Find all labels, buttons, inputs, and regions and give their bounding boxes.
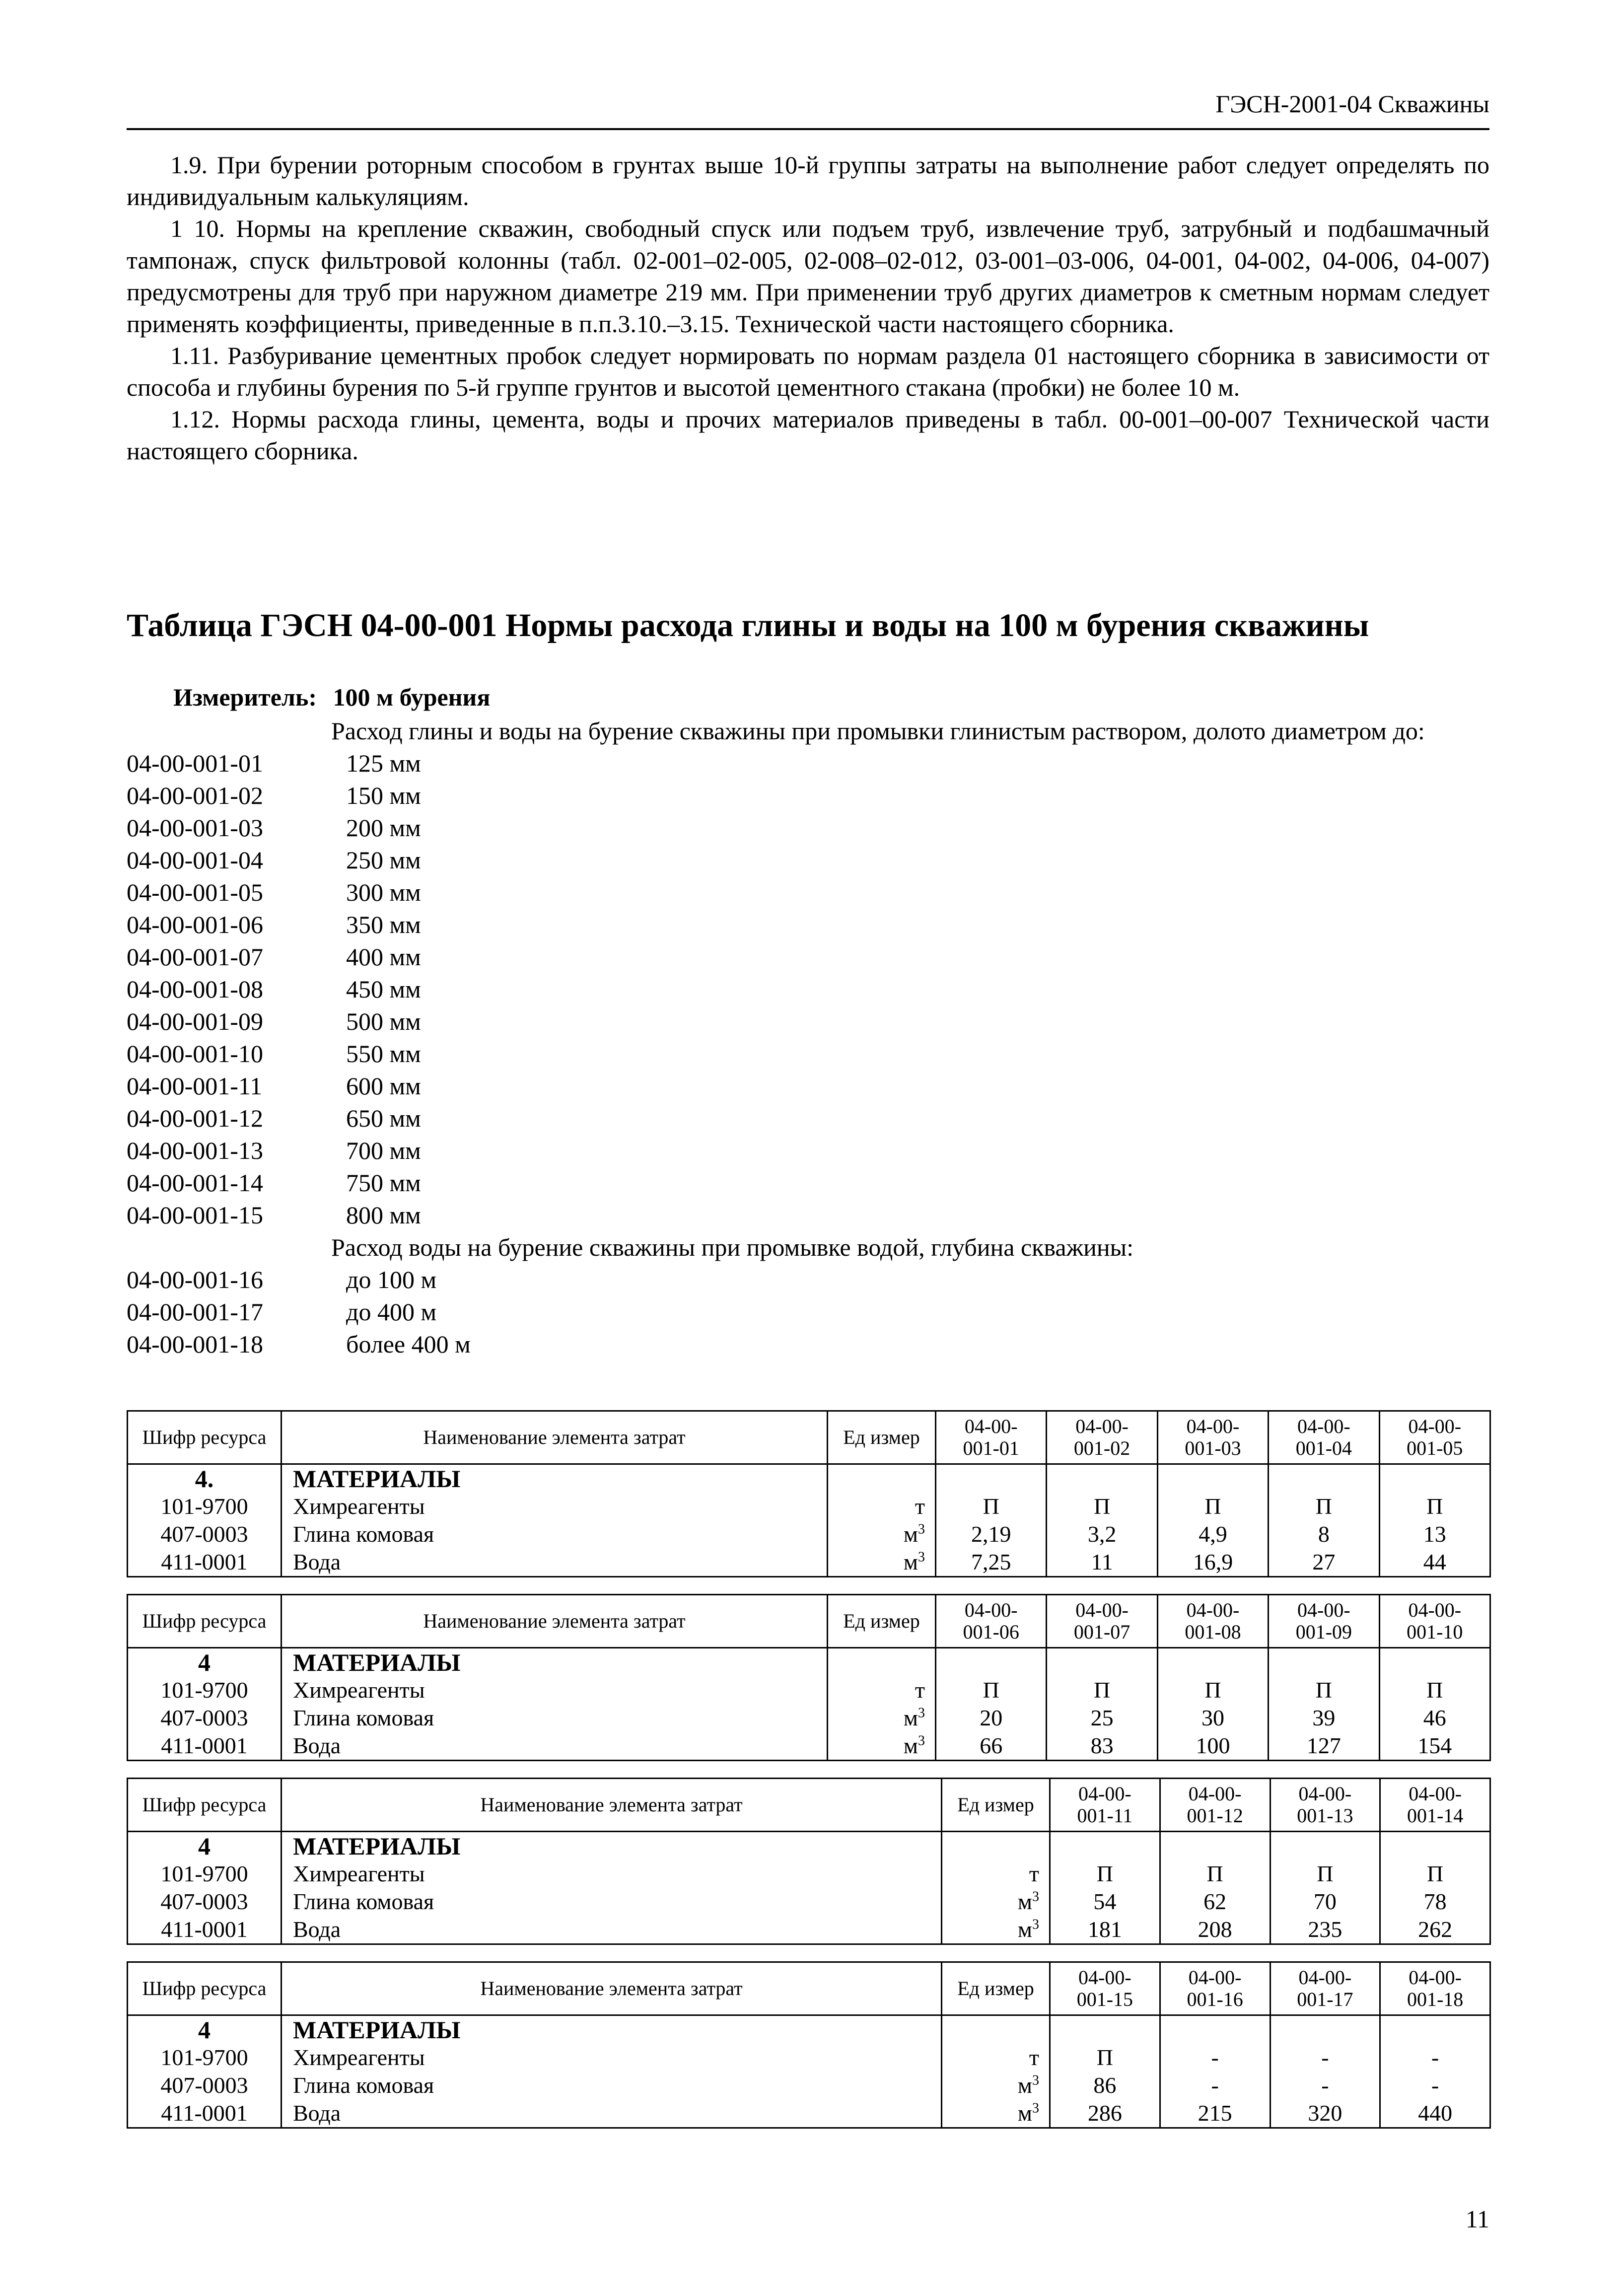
water-header: Расход воды на бурение скважины при промывке водой, глубина скважины: — [331, 1233, 1134, 1261]
norm-description: 300 мм — [346, 878, 421, 906]
empty-cell — [1270, 2015, 1380, 2044]
list-item — [127, 1296, 1489, 1328]
norm-value: - — [1160, 2044, 1270, 2072]
running-header: ГЭСН-2001-04 Скважины — [1215, 90, 1489, 118]
norm-value: 44 — [1379, 1548, 1490, 1577]
norm-value: - — [1380, 2072, 1490, 2099]
header-norm-code: 04-00- 001-14 — [1380, 1779, 1490, 1832]
norm-value: 11 — [1047, 1548, 1157, 1577]
table-row — [128, 1860, 1490, 1888]
resource-unit — [942, 2072, 1050, 2099]
norm-code: 04-00-001-17 — [127, 1298, 263, 1326]
unit-text: т — [915, 1677, 925, 1703]
water-rows — [127, 1264, 1489, 1360]
group-code: 4 — [128, 2015, 282, 2044]
table-row — [128, 1548, 1490, 1577]
unit-text: т — [1029, 2045, 1039, 2070]
header-norm-code: 04-00- 001-16 — [1160, 1962, 1270, 2015]
norm-value: П — [1047, 1493, 1157, 1520]
resource-unit — [828, 1520, 936, 1548]
unit-text: м — [1017, 2073, 1032, 2098]
norm-value: П — [1379, 1493, 1490, 1520]
norm-value: 70 — [1270, 1888, 1380, 1916]
norm-value: - — [1380, 2044, 1490, 2072]
norm-description: 350 мм — [346, 911, 421, 938]
norm-value: 86 — [1050, 2072, 1160, 2099]
norm-value: 440 — [1380, 2099, 1490, 2128]
resource-unit — [942, 2099, 1050, 2128]
header-cipher: Шифр ресурса — [128, 1962, 282, 2015]
unit-text: м — [1017, 2100, 1032, 2126]
unit-text: м — [903, 1521, 918, 1547]
list-item — [127, 1199, 1489, 1231]
resource-code: 411-0001 — [128, 2099, 282, 2128]
norm-description: 250 мм — [346, 846, 421, 874]
paragraph-1-10: 1 10. Нормы на крепление скважин, свободный спуск или подъем труб, извлечение труб, затрубный и подбашмачный тампонаж, спуск фильтровой колонны (табл. 02-001–02-005, 02-008–02-012, 03-001–03-006, 04-001, 04-002, 04-006, 04-007) предусмотрены для труб при наружном диаметре 219 мм. При применении труб других диаметров к сметным нормам следует применять коэффициенты, приведенные в п.п.3.10.–3.15. Технической части настоящего сборника. — [127, 214, 1489, 338]
empty-cell — [1269, 1464, 1379, 1493]
resource-name: Глина комовая — [282, 1888, 942, 1916]
unit-exponent: 3 — [1032, 1917, 1039, 1932]
resource-code: 411-0001 — [128, 1548, 282, 1577]
norm-code: 04-00-001-08 — [127, 975, 263, 1003]
norm-value: 100 — [1157, 1732, 1268, 1761]
empty-cell — [1157, 1464, 1268, 1493]
norm-value: П — [1157, 1676, 1268, 1704]
unit-exponent: 3 — [918, 1549, 925, 1565]
resource-name: Глина комовая — [282, 2072, 942, 2099]
group-code: 4 — [128, 1648, 282, 1677]
norm-value: П — [1379, 1676, 1490, 1704]
resource-unit — [942, 1860, 1050, 1888]
header-unit: Ед измер — [828, 1595, 936, 1648]
norm-value: 54 — [1050, 1888, 1160, 1916]
table-row — [128, 1493, 1490, 1520]
norm-value: - — [1160, 2072, 1270, 2099]
table-header-row — [128, 1411, 1490, 1464]
header-norm-code: 04-00- 001-17 — [1270, 1962, 1380, 2015]
empty-cell — [1380, 1832, 1490, 1860]
group-code: 4 — [128, 1832, 282, 1860]
empty-cell — [936, 1464, 1047, 1493]
resource-unit — [942, 2044, 1050, 2072]
header-cipher: Шифр ресурса — [128, 1595, 282, 1648]
resource-code: 407-0003 — [128, 1704, 282, 1732]
table-row — [128, 2099, 1490, 2128]
empty-cell — [942, 1832, 1050, 1860]
list-item — [127, 747, 1489, 780]
norm-table — [127, 1961, 1491, 2129]
list-item — [127, 1102, 1489, 1135]
norm-value: П — [1160, 1860, 1270, 1888]
table-row — [128, 1648, 1490, 1677]
norm-code: 04-00-001-16 — [127, 1266, 263, 1293]
norm-description: до 100 м — [346, 1266, 437, 1293]
norm-value: 181 — [1050, 1916, 1160, 1944]
table-header-row — [128, 1962, 1490, 2015]
table-row — [128, 1676, 1490, 1704]
header-norm-code: 04-00- 001-18 — [1380, 1962, 1490, 2015]
norm-code: 04-00-001-12 — [127, 1104, 263, 1132]
list-item — [127, 1038, 1489, 1070]
resource-code: 101-9700 — [128, 1860, 282, 1888]
resource-code: 411-0001 — [128, 1916, 282, 1944]
table-title: Таблица ГЭСН 04-00-001 Нормы расхода глины и воды на 100 м бурения скважины — [127, 607, 1369, 644]
meter-value: 100 м бурения — [333, 683, 491, 711]
norm-code: 04-00-001-18 — [127, 1330, 263, 1358]
norm-description: 125 мм — [346, 749, 421, 777]
table-row — [128, 1832, 1490, 1860]
header-norm-code: 04-00- 001-01 — [936, 1411, 1047, 1464]
table-row — [128, 1732, 1490, 1761]
norm-description: 200 мм — [346, 814, 421, 842]
resource-unit — [828, 1548, 936, 1577]
unit-text: м — [1017, 1917, 1032, 1942]
unit-exponent: 3 — [918, 1705, 925, 1721]
group-label: МАТЕРИАЛЫ — [282, 1832, 942, 1860]
norm-code: 04-00-001-06 — [127, 911, 263, 938]
resource-name: Вода — [282, 2099, 942, 2128]
empty-cell — [1379, 1648, 1490, 1677]
resource-name: Глина комовая — [282, 1704, 828, 1732]
norm-description: 600 мм — [346, 1072, 421, 1100]
table-row — [128, 2044, 1490, 2072]
norm-value: 25 — [1047, 1704, 1157, 1732]
empty-cell — [1047, 1464, 1157, 1493]
norm-value: 127 — [1269, 1732, 1379, 1761]
norm-value: 30 — [1157, 1704, 1268, 1732]
unit-text: т — [1029, 1861, 1039, 1886]
intro-text — [127, 149, 1489, 467]
list-item — [127, 1264, 1489, 1296]
header-norm-code: 04-00- 001-13 — [1270, 1779, 1380, 1832]
norm-value: 4,9 — [1157, 1520, 1268, 1548]
meter-label: Измеритель: — [173, 683, 317, 711]
header-unit: Ед измер — [828, 1411, 936, 1464]
norm-description: 800 мм — [346, 1201, 421, 1229]
header-norm-code: 04-00- 001-07 — [1047, 1595, 1157, 1648]
norm-description: 750 мм — [346, 1169, 421, 1197]
table-row — [128, 1704, 1490, 1732]
norm-value: 39 — [1269, 1704, 1379, 1732]
page-number: 11 — [1465, 2205, 1489, 2233]
resource-name: Вода — [282, 1732, 828, 1761]
empty-cell — [828, 1464, 936, 1493]
norm-value: 262 — [1380, 1916, 1490, 1944]
table-header-row — [128, 1779, 1490, 1832]
resource-code: 411-0001 — [128, 1732, 282, 1761]
list-item — [127, 1167, 1489, 1199]
list-item — [127, 909, 1489, 941]
header-cipher: Шифр ресурса — [128, 1411, 282, 1464]
resource-code: 407-0003 — [128, 1888, 282, 1916]
resource-unit — [828, 1704, 936, 1732]
resource-name: Вода — [282, 1548, 828, 1577]
resource-name: Химреагенты — [282, 2044, 942, 2072]
resource-name: Химреагенты — [282, 1860, 942, 1888]
header-norm-code: 04-00- 001-04 — [1269, 1411, 1379, 1464]
norm-value: - — [1270, 2072, 1380, 2099]
list-item — [127, 876, 1489, 909]
norm-value: П — [1047, 1676, 1157, 1704]
header-rule — [127, 128, 1489, 130]
norm-value: П — [1270, 1860, 1380, 1888]
unit-text: м — [1017, 1889, 1032, 1914]
norm-code: 04-00-001-07 — [127, 943, 263, 971]
norm-value: П — [1050, 1860, 1160, 1888]
unit-exponent: 3 — [1032, 1889, 1039, 1905]
header-unit: Ед измер — [942, 1962, 1050, 2015]
empty-cell — [1160, 1832, 1270, 1860]
resource-code: 407-0003 — [128, 2072, 282, 2099]
unit-text: т — [915, 1494, 925, 1519]
empty-cell — [1160, 2015, 1270, 2044]
norm-value: П — [936, 1493, 1047, 1520]
empty-cell — [1050, 2015, 1160, 2044]
resource-unit — [942, 1916, 1050, 1944]
norm-code: 04-00-001-14 — [127, 1169, 263, 1197]
table-row — [128, 1888, 1490, 1916]
header-name: Наименование элемента затрат — [282, 1411, 828, 1464]
empty-cell — [1269, 1648, 1379, 1677]
norm-description: 650 мм — [346, 1104, 421, 1132]
unit-text: м — [903, 1549, 918, 1574]
list-item — [127, 1005, 1489, 1038]
header-norm-code: 04-00- 001-15 — [1050, 1962, 1160, 2015]
norm-value: 16,9 — [1157, 1548, 1268, 1577]
table-row — [128, 2072, 1490, 2099]
header-norm-code: 04-00- 001-02 — [1047, 1411, 1157, 1464]
paragraph-1-9: 1.9. При бурении роторным способом в грунтах выше 10-й группы затраты на выполнение работ следует определять по индивидуальным калькуляциям. — [127, 151, 1489, 211]
resource-unit — [942, 1888, 1050, 1916]
unit-exponent: 3 — [918, 1521, 925, 1537]
list-item — [127, 780, 1489, 812]
norm-code: 04-00-001-15 — [127, 1201, 263, 1229]
norm-table — [127, 1778, 1491, 1945]
resource-name: Химреагенты — [282, 1493, 828, 1520]
list-item — [127, 1135, 1489, 1167]
header-norm-code: 04-00- 001-09 — [1269, 1595, 1379, 1648]
resource-name: Химреагенты — [282, 1676, 828, 1704]
paragraph-1-11: 1.11. Разбуривание цементных пробок следует нормировать по нормам раздела 01 настоящего сборника в зависимости от способа и глубины бурения по 5-й группе грунтов и высотой цементного стакана (пробки) не более 10 м. — [127, 342, 1489, 401]
empty-cell — [828, 1648, 936, 1677]
list-item — [127, 1070, 1489, 1102]
norm-code: 04-00-001-04 — [127, 846, 263, 874]
clay-rows — [127, 747, 1489, 1231]
resource-name: Вода — [282, 1916, 942, 1944]
norm-code: 04-00-001-09 — [127, 1007, 263, 1035]
header-norm-code: 04-00- 001-12 — [1160, 1779, 1270, 1832]
norm-code: 04-00-001-02 — [127, 782, 263, 809]
unit-exponent: 3 — [918, 1733, 925, 1749]
norm-value: 7,25 — [936, 1548, 1047, 1577]
group-label: МАТЕРИАЛЫ — [282, 2015, 942, 2044]
norm-value: - — [1270, 2044, 1380, 2072]
norm-value: 208 — [1160, 1916, 1270, 1944]
norm-value: 20 — [936, 1704, 1047, 1732]
norm-value: 8 — [1269, 1520, 1379, 1548]
unit-exponent: 3 — [1032, 2073, 1039, 2088]
resource-name: Глина комовая — [282, 1520, 828, 1548]
norm-value: 3,2 — [1047, 1520, 1157, 1548]
header-unit: Ед измер — [942, 1779, 1050, 1832]
norm-value: 215 — [1160, 2099, 1270, 2128]
norm-value: 320 — [1270, 2099, 1380, 2128]
norm-value: 154 — [1379, 1732, 1490, 1761]
norm-value: 78 — [1380, 1888, 1490, 1916]
unit-exponent: 3 — [1032, 2100, 1039, 2116]
header-norm-code: 04-00- 001-03 — [1157, 1411, 1268, 1464]
group-label: МАТЕРИАЛЫ — [282, 1464, 828, 1493]
list-item — [127, 941, 1489, 973]
resource-code: 101-9700 — [128, 2044, 282, 2072]
norm-description: 400 мм — [346, 943, 421, 971]
norm-description: 700 мм — [346, 1137, 421, 1164]
unit-text: м — [903, 1705, 918, 1730]
table-row — [128, 1520, 1490, 1548]
header-norm-code: 04-00- 001-11 — [1050, 1779, 1160, 1832]
list-item — [127, 973, 1489, 1005]
unit-text: м — [903, 1733, 918, 1758]
norm-table — [127, 1594, 1491, 1761]
header-norm-code: 04-00- 001-06 — [936, 1595, 1047, 1648]
norm-code: 04-00-001-11 — [127, 1072, 263, 1100]
norm-value: П — [1157, 1493, 1268, 1520]
resource-code: 101-9700 — [128, 1493, 282, 1520]
norm-value: 62 — [1160, 1888, 1270, 1916]
norm-value: П — [1269, 1493, 1379, 1520]
empty-cell — [942, 2015, 1050, 2044]
norm-description: до 400 м — [346, 1298, 437, 1326]
norm-description: 150 мм — [346, 782, 421, 809]
norm-code: 04-00-001-01 — [127, 749, 263, 777]
norm-table — [127, 1410, 1491, 1577]
norm-description: 500 мм — [346, 1007, 421, 1035]
table-row — [128, 1916, 1490, 1944]
norm-code-list — [127, 715, 1489, 1360]
norm-value: П — [936, 1676, 1047, 1704]
list-item — [127, 812, 1489, 844]
empty-cell — [1270, 1832, 1380, 1860]
group-code: 4. — [128, 1464, 282, 1493]
norm-code: 04-00-001-10 — [127, 1040, 263, 1068]
empty-cell — [1380, 2015, 1490, 2044]
header-cipher: Шифр ресурса — [128, 1779, 282, 1832]
list-item — [127, 1328, 1489, 1360]
norm-value: 83 — [1047, 1732, 1157, 1761]
table-row — [128, 2015, 1490, 2044]
norm-value: П — [1050, 2044, 1160, 2072]
meter-line — [173, 683, 490, 712]
resource-unit — [828, 1676, 936, 1704]
header-name: Наименование элемента затрат — [282, 1595, 828, 1648]
table-header-row — [128, 1595, 1490, 1648]
norm-value: 286 — [1050, 2099, 1160, 2128]
norm-description: 450 мм — [346, 975, 421, 1003]
norm-value: П — [1380, 1860, 1490, 1888]
resource-unit — [828, 1732, 936, 1761]
header-norm-code: 04-00- 001-10 — [1379, 1595, 1490, 1648]
empty-cell — [1157, 1648, 1268, 1677]
header-name: Наименование элемента затрат — [282, 1779, 942, 1832]
norm-code: 04-00-001-05 — [127, 878, 263, 906]
resource-code: 101-9700 — [128, 1676, 282, 1704]
group-label: МАТЕРИАЛЫ — [282, 1648, 828, 1677]
norm-value: 66 — [936, 1732, 1047, 1761]
resource-code: 407-0003 — [128, 1520, 282, 1548]
header-norm-code: 04-00- 001-05 — [1379, 1411, 1490, 1464]
norm-value: 46 — [1379, 1704, 1490, 1732]
paragraph-1-12: 1.12. Нормы расхода глины, цемента, воды и прочих материалов приведены в табл. 00-001–00-007 Технической части настоящего сборника. — [127, 405, 1489, 465]
norm-code: 04-00-001-03 — [127, 814, 263, 842]
norm-description: 550 мм — [346, 1040, 421, 1068]
table-row — [128, 1464, 1490, 1493]
norm-value: 2,19 — [936, 1520, 1047, 1548]
norm-value: 27 — [1269, 1548, 1379, 1577]
norm-description: более 400 м — [346, 1330, 471, 1358]
list-item — [127, 844, 1489, 876]
empty-cell — [1047, 1648, 1157, 1677]
empty-cell — [1050, 1832, 1160, 1860]
resource-unit — [828, 1493, 936, 1520]
norm-value: 13 — [1379, 1520, 1490, 1548]
header-name: Наименование элемента затрат — [282, 1962, 942, 2015]
clay-header: Расход глины и воды на бурение скважины при промывки глинистым раствором, долото диаметром до: — [331, 717, 1425, 745]
norm-code: 04-00-001-13 — [127, 1137, 263, 1164]
empty-cell — [936, 1648, 1047, 1677]
norm-value: 235 — [1270, 1916, 1380, 1944]
empty-cell — [1379, 1464, 1490, 1493]
header-norm-code: 04-00- 001-08 — [1157, 1595, 1268, 1648]
norm-value: П — [1269, 1676, 1379, 1704]
